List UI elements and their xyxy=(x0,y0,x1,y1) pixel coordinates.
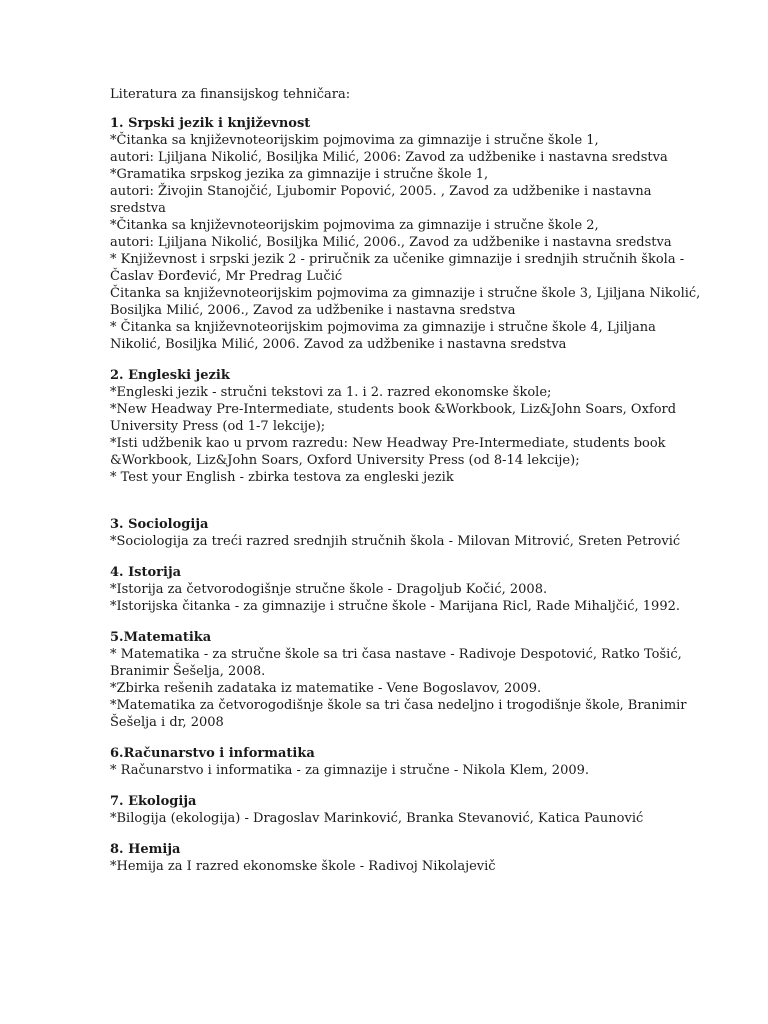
list-item: *Čitanka sa književnoteorijskim pojmovima za gimnazije i stručne škole 2, xyxy=(110,218,599,233)
section-engleski-jezik xyxy=(110,367,677,486)
list-item: *New Headway Pre-Intermediate, students book &Workbook, Liz&John Soars, Oxford xyxy=(110,402,677,417)
list-item: University Press (od 1-7 lekcije); xyxy=(110,419,326,434)
list-item: *Istorija za četvorodogišnje stručne škole - Dragoljub Kočić, 2008. xyxy=(110,582,548,597)
list-item: autori: Ljiljana Nikolić, Bosiljka Milić, 2006: Zavod za udžbenike i nastavna sredstva xyxy=(110,150,668,165)
list-item: *Zbirka rešenih zadataka iz matematike - Vene Bogoslavov, 2009. xyxy=(110,681,542,696)
list-item: * Čitanka sa književnoteorijskim pojmovima za gimnazije i stručne škole 4, Ljiljana xyxy=(110,320,656,335)
list-item: sredstva xyxy=(110,201,166,216)
list-item: &Workbook, Liz&John Soars, Oxford University Press (od 8-14 lekcije); xyxy=(110,453,580,468)
document-page xyxy=(110,86,701,875)
section-heading: 8. Hemija xyxy=(110,842,181,857)
list-item: Šešelja i dr, 2008 xyxy=(110,715,224,730)
section-heading: 4. Istorija xyxy=(110,565,182,580)
list-item: * Računarstvo i informatika - za gimnazije i stručne - Nikola Klem, 2009. xyxy=(110,763,590,778)
list-item: *Sociologija za treći razred srednjih stručnih škola - Milovan Mitrović, Sreten Petrović xyxy=(110,534,681,549)
list-item: *Hemija za I razred ekonomske škole - Radivoj Nikolajevič xyxy=(110,859,496,874)
section-ekologija xyxy=(110,793,670,827)
list-item: * Test your English - zbirka testova za engleski jezik xyxy=(110,470,454,485)
list-item: *Gramatika srpskog jezika za gimnazije i stručne škole 1, xyxy=(110,167,489,182)
section-matematika xyxy=(110,629,687,731)
list-item: Časlav Đorđević, Mr Predrag Lučić xyxy=(110,269,343,284)
list-item: Branimir Šešelja, 2008. xyxy=(110,664,266,679)
list-item: autori: Živojin Stanojčić, Ljubomir Popović, 2005. , Zavod za udžbenike i nastavna xyxy=(110,184,652,199)
list-item: autori: Ljiljana Nikolić, Bosiljka Milić, 2006., Zavod za udžbenike i nastavna sredstva xyxy=(110,235,672,250)
section-istorija xyxy=(110,564,681,615)
list-item: * Književnost i srpski jezik 2 - priručnik za učenike gimnazije i srednjih stručnih škola - xyxy=(110,252,685,267)
section-heading: 7. Ekologija xyxy=(110,794,197,809)
section-heading: 5.Matematika xyxy=(110,630,212,645)
section-hemija xyxy=(110,841,670,875)
section-srpski-jezik xyxy=(110,115,701,353)
list-item: Nikolić, Bosiljka Milić, 2006. Zavod za udžbenike i nastavna sredstva xyxy=(110,337,567,352)
section-heading: 3. Sociologija xyxy=(110,517,209,532)
section-racunarstvo xyxy=(110,745,670,779)
list-item: *Istorijska čitanka - za gimnazije i stručne škole - Marijana Ricl, Rade Mihaljčić, 1992. xyxy=(110,599,681,614)
section-heading: 6.Računarstvo i informatika xyxy=(110,746,315,761)
list-item: *Čitanka sa književnoteorijskim pojmovima za gimnazije i stručne škole 1, xyxy=(110,133,599,148)
list-item: * Matematika - za stručne škole sa tri časa nastave - Radivoje Despotović, Ratko Tošić, xyxy=(110,647,682,662)
list-item: Čitanka sa književnoteorijskim pojmovima za gimnazije i stručne škole 3, Ljiljana Nikolić, xyxy=(110,286,701,301)
section-sociologija xyxy=(110,516,681,550)
list-item: *Isti udžbenik kao u prvom razredu: New Headway Pre-Intermediate, students book xyxy=(110,436,666,451)
document-title: Literatura za finansijskog tehničara: xyxy=(110,87,351,102)
list-item: *Engleski jezik - stručni tekstovi za 1. i 2. razred ekonomske škole; xyxy=(110,385,552,400)
list-item: *Bilogija (ekologija) - Dragoslav Marinković, Branka Stevanović, Katica Paunović xyxy=(110,811,644,826)
section-heading: 2. Engleski jezik xyxy=(110,368,230,383)
list-item: *Matematika za četvorogodišnje škole sa tri časa nedeljno i trogodišnje škole, Branimir xyxy=(110,698,687,713)
section-heading: 1. Srpski jezik i književnost xyxy=(110,116,311,131)
list-item: Bosiljka Milić, 2006., Zavod za udžbenike i nastavna sredstva xyxy=(110,303,516,318)
